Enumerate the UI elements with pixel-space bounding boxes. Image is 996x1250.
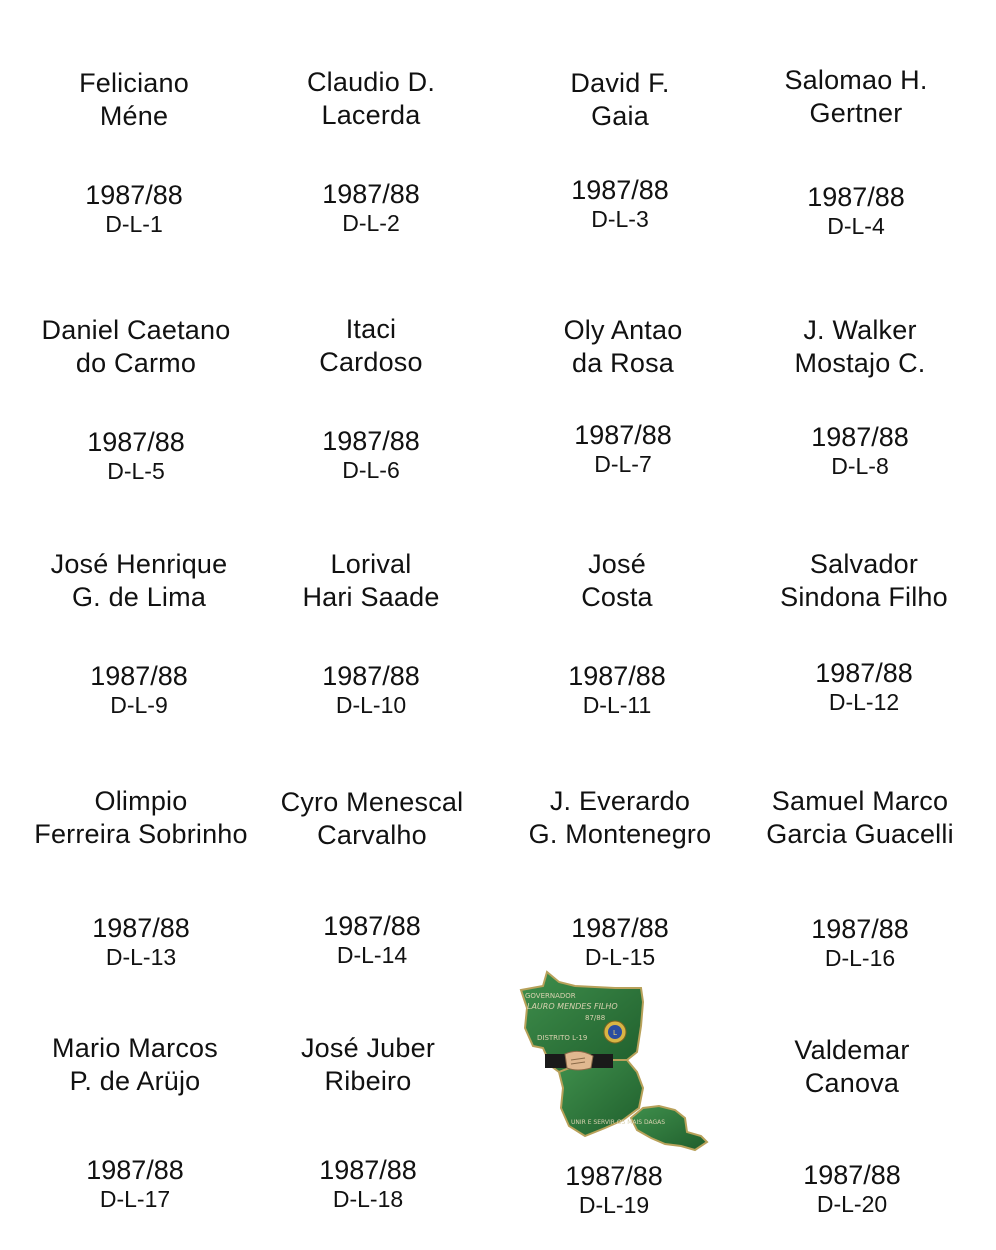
entry-code: D-L-12: [828, 689, 900, 715]
map-east-region-shape: [631, 1106, 707, 1150]
entry-year: 1987/88: [319, 1155, 417, 1185]
entry-code: D-L-1: [105, 211, 163, 237]
entry-name-line1: J. Everardo: [549, 786, 691, 816]
entry-year: 1987/88: [322, 661, 420, 691]
entry-11: [497, 548, 737, 719]
entry-name-line2: Cardoso: [319, 347, 423, 377]
entry-name-line2: Méne: [99, 101, 169, 131]
entry-name-line2: G. de Lima: [71, 582, 207, 612]
entry-name-line1: Lorival: [330, 549, 412, 579]
entry-18: [248, 1032, 488, 1213]
entry-name-line2: Costa: [581, 582, 653, 612]
entry-17: [15, 1032, 255, 1213]
entry-code: D-L-17: [99, 1186, 171, 1212]
entry-code: D-L-16: [824, 945, 896, 971]
entry-year: 1987/88: [571, 175, 669, 205]
entry-code: D-L-20: [816, 1191, 888, 1217]
entry-code: D-L-6: [342, 457, 400, 483]
entry-code: D-L-11: [582, 692, 652, 718]
entry-code: D-L-7: [594, 451, 652, 477]
entry-name-line1: Salvador: [809, 549, 919, 579]
entry-2: [251, 66, 491, 237]
entry-name-line2: P. de Arüjo: [69, 1066, 201, 1096]
entry-3: [500, 67, 740, 233]
handshake-icon: [545, 1051, 613, 1070]
entry-code: D-L-9: [110, 692, 168, 718]
district-map-pin: [515, 968, 715, 1168]
entry-year: 1987/88: [811, 422, 909, 452]
entry-year: 1987/88: [90, 661, 188, 691]
entry-name-line2: Sindona Filho: [780, 582, 948, 612]
entry-name-line2: Ferreira Sobrinho: [34, 819, 248, 849]
pin-text-line1: GOVERNADOR: [525, 992, 576, 1000]
entry-name-line1: José Juber: [300, 1033, 436, 1063]
entry-code: D-L-8: [831, 453, 889, 479]
entry-19: [494, 1161, 734, 1219]
entry-name-line2: Garcia Guacelli: [766, 819, 954, 849]
entry-7: [503, 314, 743, 478]
entry-name-line1: Oly Antao: [563, 315, 683, 345]
entry-year: 1987/88: [571, 913, 669, 943]
entry-year: 1987/88: [92, 913, 190, 943]
entry-name-line1: Itaci: [345, 314, 397, 344]
entry-name-line1: Samuel Marco: [771, 786, 949, 816]
entry-year: 1987/88: [811, 914, 909, 944]
entry-name-line2: Carvalho: [317, 820, 427, 850]
entry-year: 1987/88: [85, 180, 183, 210]
pin-text-line2: LAURO MENDES FILHO: [527, 1002, 618, 1011]
entry-15: [500, 785, 740, 971]
svg-text:L: L: [613, 1029, 617, 1037]
entry-year: 1987/88: [565, 1161, 663, 1191]
entry-name-line1: Feliciano: [79, 68, 189, 98]
entry-year: 1987/88: [323, 911, 421, 941]
entry-name-line2: Lacerda: [321, 100, 421, 130]
entry-name-line1: Cyro Menescal: [280, 787, 464, 817]
entry-code: D-L-5: [107, 458, 165, 484]
entry-name-line2: Hari Saade: [302, 582, 440, 612]
entry-name-line2: Gaia: [591, 101, 649, 131]
entry-name-line2: G. Montenegro: [528, 819, 712, 849]
entry-name-line2: Canova: [804, 1068, 900, 1098]
entry-code: D-L-3: [591, 206, 649, 232]
lions-emblem-icon: [604, 1021, 626, 1043]
entry-code: D-L-2: [342, 210, 400, 236]
pin-motto: UNIR E SERVIR OS MAIS DAGAS: [571, 1119, 666, 1126]
entry-year: 1987/88: [86, 1155, 184, 1185]
entry-name-line1: José: [588, 549, 646, 579]
entry-code: D-L-19: [578, 1192, 650, 1218]
entry-code: D-L-14: [336, 942, 408, 968]
entry-16: [740, 785, 980, 972]
entry-name-line2: do Carmo: [75, 348, 197, 378]
entry-12: [744, 548, 984, 716]
entry-8: [740, 314, 980, 480]
entry-code: D-L-15: [584, 944, 656, 970]
entry-year: 1987/88: [807, 182, 905, 212]
entry-name-line2: Gertner: [809, 98, 903, 128]
entry-year: 1987/88: [568, 661, 666, 691]
entry-code: D-L-13: [105, 944, 177, 970]
entry-year: 1987/88: [87, 427, 185, 457]
pin-text-line4: DISTRITO L-19: [537, 1034, 588, 1042]
entry-4: [736, 64, 976, 240]
entry-20: [732, 1034, 972, 1218]
entry-year: 1987/88: [322, 426, 420, 456]
entry-name-line1: Daniel Caetano: [41, 315, 231, 345]
entry-name-line2: Ribeiro: [324, 1066, 412, 1096]
entry-14: [252, 786, 492, 969]
entry-name-line1: David F.: [570, 68, 670, 98]
entry-name-line1: Salomao H.: [784, 65, 928, 95]
entry-6: [251, 313, 491, 484]
entry-name-line1: Valdemar: [794, 1035, 910, 1065]
entry-year: 1987/88: [815, 658, 913, 688]
entry-13: [21, 785, 261, 971]
entry-code: D-L-4: [827, 213, 885, 239]
entry-name-line1: Olimpio: [94, 786, 188, 816]
entry-code: D-L-10: [335, 692, 407, 718]
entry-name-line1: Claudio D.: [306, 67, 436, 97]
entry-year: 1987/88: [322, 179, 420, 209]
entry-name-line1: Mario Marcos: [52, 1033, 218, 1063]
entry-5: [16, 314, 256, 485]
entry-year: 1987/88: [574, 420, 672, 450]
entry-9: [19, 548, 259, 719]
entry-year: 1987/88: [803, 1160, 901, 1190]
pin-text-line3: 87/88: [585, 1014, 606, 1022]
district-map-pin-graphic: [515, 968, 715, 1168]
entry-1: [14, 67, 254, 238]
entry-name-line2: Mostajo C.: [794, 348, 926, 378]
entry-name-line1: J. Walker: [803, 315, 917, 345]
entry-10: [251, 548, 491, 719]
entry-name-line2: da Rosa: [572, 348, 674, 378]
entry-code: D-L-18: [332, 1186, 404, 1212]
entry-name-line1: José Henrique: [50, 549, 228, 579]
